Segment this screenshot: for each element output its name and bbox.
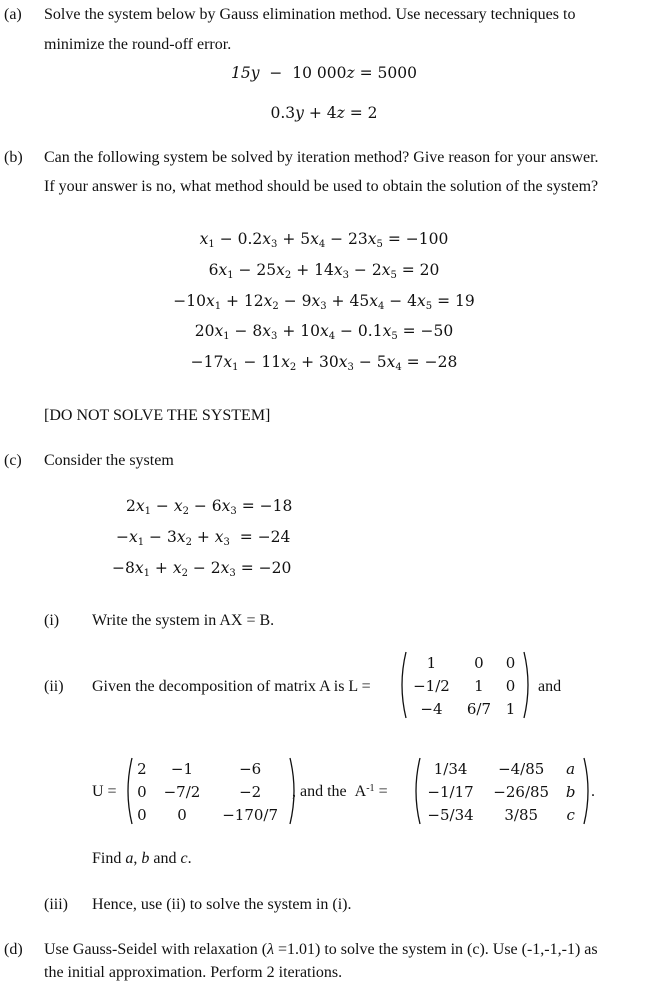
matrix-cell: 6/7 bbox=[466, 700, 492, 718]
part-c-text: Consider the system bbox=[44, 452, 174, 469]
part-a-text-line2: minimize the round-off error. bbox=[44, 36, 232, 53]
matrix-cell: −7/2 bbox=[163, 783, 201, 801]
ainv-label: A bbox=[354, 783, 367, 800]
part-b-equation-3: $-10x_1 + 12x_2 - 9x_3 + 45x_4 - 4x_5 = 19$ bbox=[173, 292, 475, 312]
part-b-text-line1: Can the following system be solved by iteration method? Give reason for your answer. bbox=[44, 149, 599, 166]
matrix-cell: 2 bbox=[137, 760, 147, 778]
part-b-equation-1: $x_1 - 0.2x_3 + 5x_4 - 23x_5 = -100$ bbox=[199, 230, 449, 250]
part-b-equation-2: $6x_1 - 25x_2 + 14x_3 - 2x_5 = 20$ bbox=[208, 261, 440, 281]
part-a-label: (a) bbox=[4, 6, 22, 23]
matrix-cell: −4/85 bbox=[498, 760, 545, 778]
part-c-equation-1: $2x_1 - x_2 - 6x_3 = -18$ bbox=[126, 497, 293, 517]
matrix-cell: −1/17 bbox=[427, 783, 474, 801]
part-c-equation-3: $-8x_1 + x_2 - 2x_3 = -20$ bbox=[112, 559, 292, 579]
matrix-cell: 0 bbox=[177, 806, 187, 824]
part-a-text-line1: Solve the system below by Gauss elimination method. Use necessary techniques to bbox=[44, 6, 576, 23]
part-d-text-line1: Use Gauss-Seidel with relaxation (λ =1.01) to solve the system in (c). Use (-1,-1,-1) as bbox=[44, 941, 598, 958]
matrix-cell: 1 bbox=[474, 677, 484, 695]
part-b-equation-4: $20x_1 - 8x_3 + 10x_4 - 0.1x_5 = -50$ bbox=[194, 322, 454, 342]
ainv-intro: , and the $A^{-1}$ = bbox=[292, 783, 388, 800]
matrix-cell: 1 bbox=[505, 700, 516, 718]
matrix-cell: −1/2 bbox=[413, 677, 450, 695]
ainv-period: . bbox=[591, 783, 595, 800]
matrix-cell: 0 bbox=[505, 677, 516, 695]
matrix-row bbox=[418, 758, 582, 781]
matrix-cell: −2 bbox=[239, 783, 262, 801]
matrix-U-label: U = bbox=[92, 783, 117, 800]
part-c-ii-label: (ii) bbox=[44, 678, 64, 695]
matrix-row bbox=[404, 675, 522, 698]
matrix-cell: 0 bbox=[505, 654, 516, 672]
part-d-text-line2: the initial approximation. Perform 2 iterations. bbox=[44, 964, 343, 981]
matrix-row bbox=[404, 698, 522, 721]
matrix-row bbox=[418, 804, 582, 827]
matrix-cell: 1/34 bbox=[433, 760, 468, 778]
matrix-cell: −170/7 bbox=[222, 806, 279, 824]
matrix-row bbox=[130, 758, 290, 781]
part-b-label: (b) bbox=[4, 149, 23, 166]
matrix-cell: b bbox=[565, 783, 576, 801]
matrix-row bbox=[418, 781, 582, 804]
matrix-row bbox=[404, 652, 522, 675]
matrix-cell: −1 bbox=[170, 760, 194, 778]
matrix-L bbox=[398, 650, 534, 720]
matrix-cell: −4 bbox=[420, 700, 443, 718]
matrix-cell: −26/85 bbox=[493, 783, 550, 801]
matrix-cell: 0 bbox=[137, 783, 147, 801]
part-c-ii-text: Given the decomposition of matrix A is L = bbox=[92, 678, 371, 695]
part-c-equation-2: $-x_1 - 3x_2 + x_3 = -24$ bbox=[116, 528, 291, 548]
matrix-A-inverse bbox=[412, 756, 592, 826]
part-c-iii-text: Hence, use (ii) to solve the system in (i). bbox=[92, 896, 352, 913]
part-c-i-text: Write the system in AX = B. bbox=[92, 612, 275, 629]
matrix-cell: −5/34 bbox=[427, 806, 474, 824]
matrix-row bbox=[130, 781, 290, 804]
part-d-label: (d) bbox=[4, 941, 23, 958]
matrix-cell: c bbox=[566, 806, 575, 824]
matrix-cell: −6 bbox=[239, 760, 262, 778]
find-abc: Find a, b and c. bbox=[92, 850, 192, 867]
part-c-label: (c) bbox=[4, 452, 22, 469]
matrix-row bbox=[130, 804, 290, 827]
part-c-iii-label: (iii) bbox=[44, 896, 68, 913]
matrix-cell: 0 bbox=[474, 654, 484, 672]
part-b-equation-5: $-17x_1 - 11x_2 + 30x_3 - 5x_4 = -28$ bbox=[190, 353, 458, 373]
matrix-cell: 3/85 bbox=[504, 806, 539, 824]
part-b-note: [DO NOT SOLVE THE SYSTEM] bbox=[44, 407, 271, 424]
part-a-equation-2: 0.3y + 4z = 2 bbox=[270, 104, 378, 122]
part-c-i-label: (i) bbox=[44, 612, 60, 629]
matrix-cell: a bbox=[566, 760, 576, 778]
matrix-L-right-paren bbox=[522, 650, 532, 720]
matrix-U bbox=[124, 756, 300, 826]
part-a-equation-1: 15y − 10 000z = 5000 bbox=[231, 64, 417, 82]
matrix-cell: 1 bbox=[426, 654, 437, 672]
matrix-cell: 0 bbox=[137, 806, 147, 824]
part-b-text-line2: If your answer is no, what method should be used to obtain the solution of the system? bbox=[44, 178, 599, 195]
part-c-ii-and: and bbox=[538, 678, 562, 695]
